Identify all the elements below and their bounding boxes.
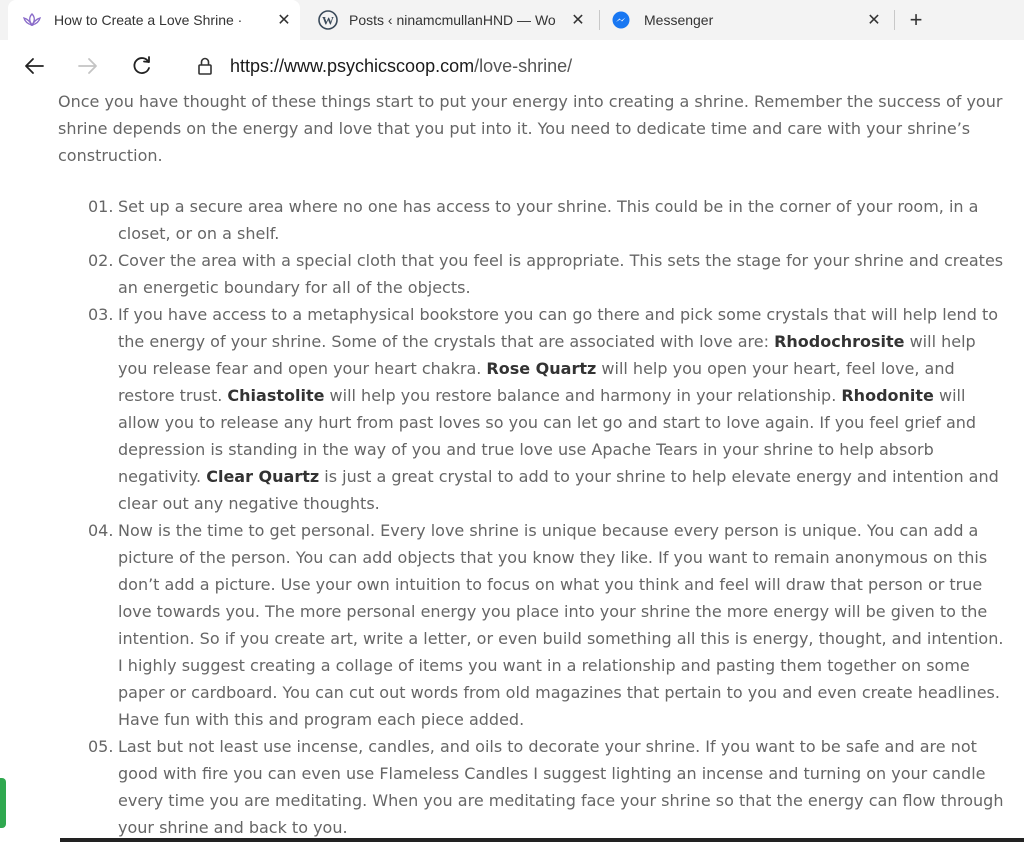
step-number: 03. <box>88 305 114 324</box>
feedback-side-tab[interactable] <box>0 778 6 828</box>
list-item <box>88 733 1006 841</box>
step-text: Set up a secure area where no one has access to your shrine. This could be in the corner of your room, in a closet, or on a shelf. <box>118 197 979 243</box>
page-content <box>0 92 1024 842</box>
tab-separator <box>599 10 600 30</box>
step-text-part: will allow you to release any hurt from past loves so you can let go and start to love again. If you feel grief and depression is standing in the way of you and true love use Apache Tears in your shrine to help absorb negativity. <box>118 386 977 486</box>
refresh-button[interactable] <box>126 50 158 82</box>
step-text-part: will help you restore balance and harmony in your relationship. <box>324 386 842 405</box>
close-tab-icon[interactable]: ✕ <box>571 12 585 29</box>
step-text-part: is just a great crystal to add to your shrine to help elevate energy and intention and clear out any negative thoughts. <box>118 467 999 513</box>
tab-separator <box>894 10 895 30</box>
tab-love-shrine[interactable] <box>8 0 300 40</box>
intro-paragraph: Once you have thought of these things start to put your energy into creating a shrine. Remember the success of your shrine depends on the energy and love that you put into it. You need to dedicate time and care with your shrine’s construction. <box>58 92 1003 165</box>
step-text: Cover the area with a special cloth that you feel is appropriate. This sets the stage for your shrine and creates an energetic boundary for all of the objects. <box>118 251 1004 297</box>
url-text[interactable] <box>230 56 572 77</box>
tab-title: Messenger <box>644 12 714 28</box>
step-text-part: If you have access to a metaphysical bookstore you can go there and pick some crystals that will help lend to the energy of your shrine. Some of the crystals that are associated with love are: <box>118 305 998 351</box>
list-item <box>88 517 1006 733</box>
crystal-name: Rhodonite <box>841 386 934 405</box>
crystal-name: Rhodochrosite <box>774 332 905 351</box>
step-number: 01. <box>88 197 114 216</box>
lotus-icon <box>22 11 42 29</box>
step-number: 02. <box>88 251 114 270</box>
tab-title: Posts ‹ ninamcmullanHND — Wo <box>349 12 556 28</box>
close-tab-icon[interactable]: ✕ <box>867 12 881 29</box>
forward-arrow-icon <box>77 55 99 77</box>
browser-toolbar <box>0 40 1024 92</box>
lock-icon[interactable] <box>196 56 214 76</box>
step-text <box>118 305 999 513</box>
step-text-part: will help you release fear and open your heart chakra. <box>118 332 976 378</box>
crystal-name: Chiastolite <box>227 386 325 405</box>
step-text-part: will help you open your heart, feel love, and restore trust. <box>118 359 955 405</box>
svg-text:W: W <box>322 13 334 28</box>
wordpress-icon <box>318 10 338 30</box>
list-item <box>88 247 1006 301</box>
step-number: 04. <box>88 521 114 540</box>
step-text: Now is the time to get personal. Every love shrine is unique because every person is unique. You can add a picture of the person. You can add objects that you know they like. If you want to remain anonymous on this don’t add a picture. Use your own intuition to focus on what you think and feel will draw that person or true love towards you. The more personal energy you place into your shrine the more energy will be given to the intention. So if you create art, write a letter, or even build something all this is energy, thought, and intention. I highly suggest creating a collage of items you want in a relationship and pasting them together on some paper or cardboard. You can cut out words from old magazines that pertain to you and even create headlines. Have fun with this and program each piece added. <box>118 521 1004 729</box>
step-text: Last but not least use incense, candles, and oils to decorate your shrine. If you want to be safe and are not good with fire you can even use Flameless Candles I suggest lighting an incense and turning on your candle every time you are meditating. When you are meditating face your shrine so that the energy can flow through your shrine and back to you. <box>118 737 1004 837</box>
page-divider <box>60 838 1024 842</box>
tab-messenger[interactable] <box>604 0 892 40</box>
url-path: /love-shrine/ <box>474 55 573 76</box>
back-arrow-icon <box>23 55 45 77</box>
list-item <box>88 193 1006 247</box>
tab-title: How to Create a Love Shrine · <box>54 12 243 28</box>
url-host: https://www.psychicscoop.com <box>230 55 475 76</box>
refresh-icon <box>131 55 153 77</box>
crystal-name: Rose Quartz <box>486 359 597 378</box>
tab-strip <box>0 0 1024 40</box>
steps-list <box>88 193 1006 841</box>
crystal-name: Clear Quartz <box>206 467 320 486</box>
messenger-icon <box>612 11 630 29</box>
list-item <box>88 301 1006 517</box>
new-tab-button[interactable]: + <box>909 7 923 32</box>
close-tab-icon[interactable]: ✕ <box>277 12 291 29</box>
back-button[interactable] <box>18 50 50 82</box>
tab-wordpress-posts[interactable] <box>308 0 598 40</box>
forward-button[interactable] <box>72 50 104 82</box>
address-bar[interactable] <box>180 48 1024 84</box>
step-number: 05. <box>88 737 114 756</box>
